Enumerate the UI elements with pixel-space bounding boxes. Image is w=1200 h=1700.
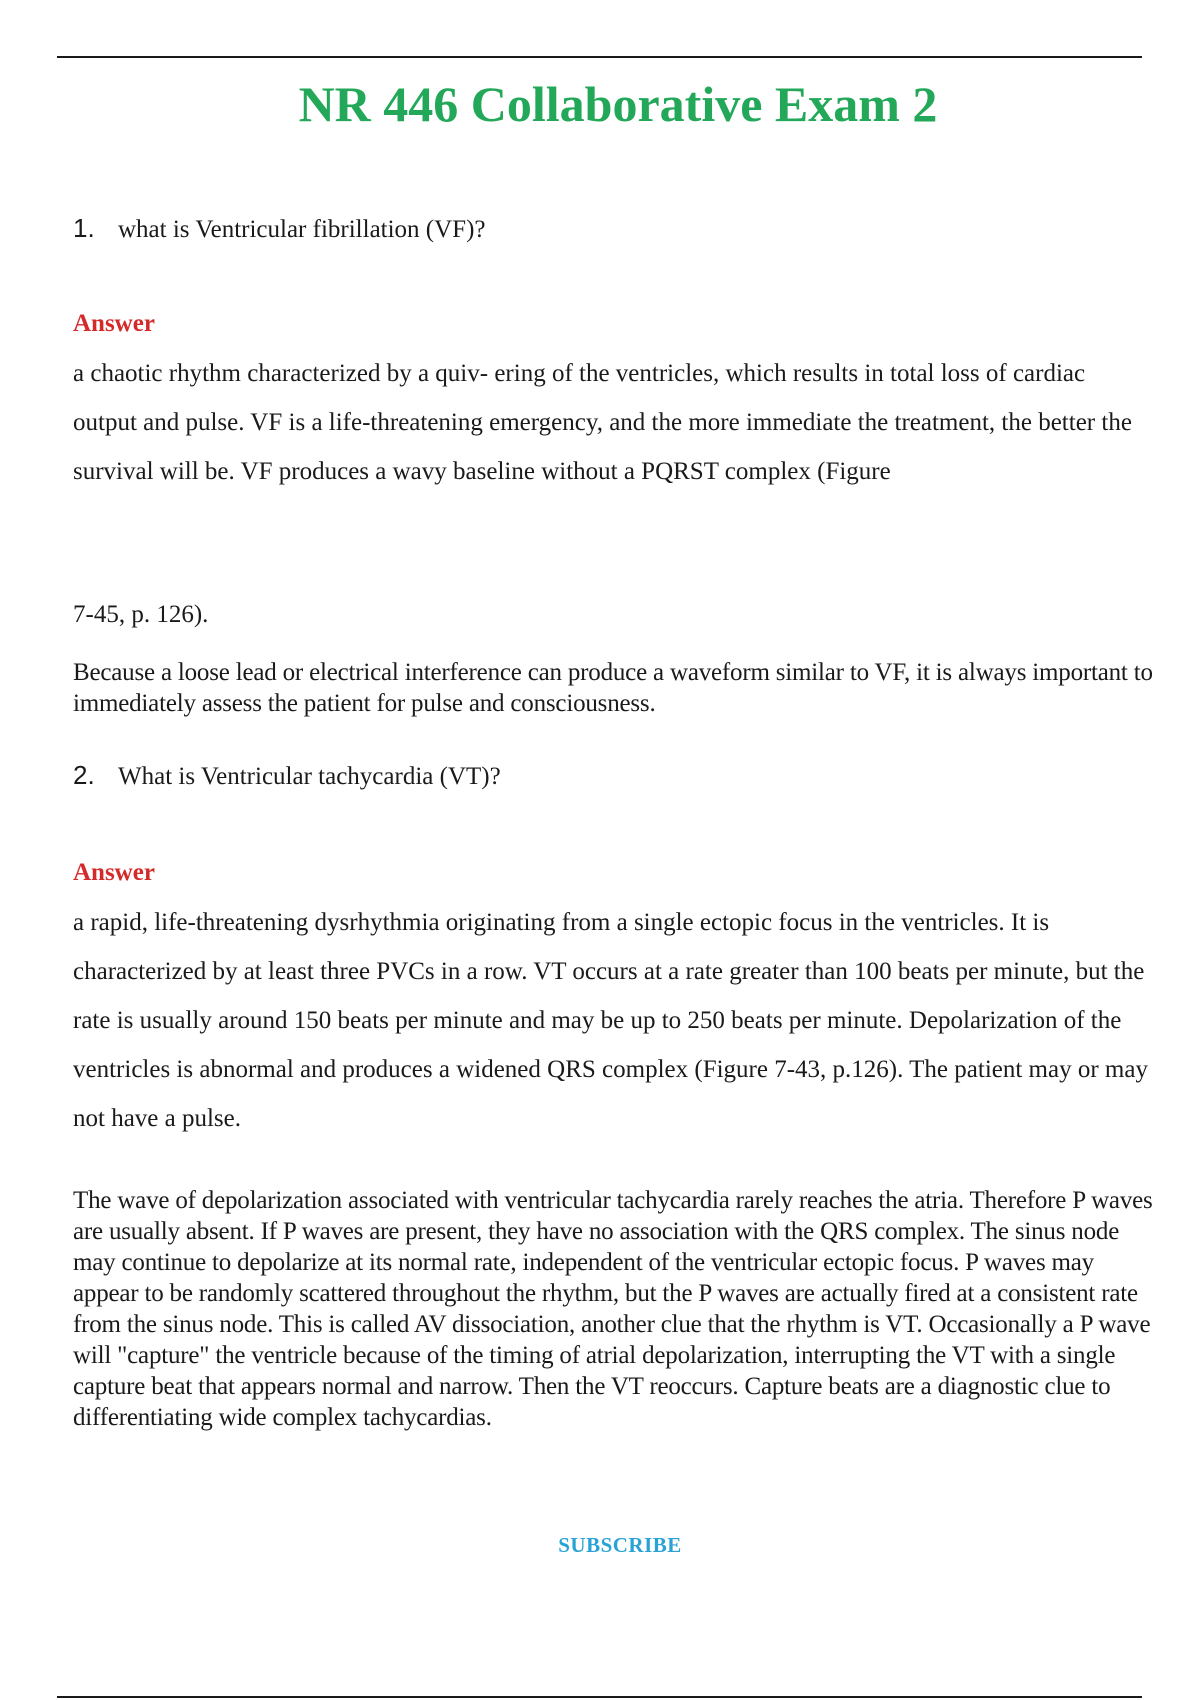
answer-2-note: The wave of depolarization associated with ventricular tachycardia rarely reaches the atria. Therefore P waves are usually absent. If P waves are present, they have no association with the QRS complex. The sinus node may continue to depolarize at its normal rate, independent of the ventricular ectopic focus. P waves may appear to be randomly scattered throughout the rhythm, but the P waves are actually fired at a consistent rate from the sinus node. This is called AV dissociation, another clue that the rhythm is VT. Occasionally a P wave will "capture" the ventricle because of the timing of atrial depolarization, interrupting the VT with a single capture beat that appears normal and narrow. Then the VT reoccurs. Capture beats are a diagnostic clue to differentiating wide complex tachycardias. — [73, 1187, 1153, 1431]
question-2 — [73, 760, 501, 792]
answer-1-note: Because a loose lead or electrical interference can produce a waveform similar to VF, it is always important to immediately assess the patient for pulse and consciousness. — [73, 659, 1153, 717]
answer-1-text: a chaotic rhythm characterized by a quiv- ering of the ventricles, which results in total loss of cardiac output and pulse. VF is a life-threatening emergency, and the more immediate the treatment, the better the survival will be. VF produces a wavy baseline without a PQRST complex (Figure — [73, 360, 1132, 485]
subscribe-link[interactable]: SUBSCRIBE — [558, 1533, 682, 1557]
answer-2-label: Answer — [73, 859, 155, 886]
top-divider — [57, 56, 1142, 58]
answer-1-continued: 7-45, p. 126). — [73, 601, 209, 628]
answer-2-text: a rapid, life-threatening dysrhythmia originating from a single ectopic focus in the ventricles. It is characterized by at least three PVCs in a row. VT occurs at a rate greater than 100 beats per minute, but the rate is usually around 150 beats per minute and may be up to 250 beats per minute. Depolarization of the ventricles is abnormal and produces a widened QRS complex (Figure 7-43, p.126). The patient may or may not have a pulse. — [73, 909, 1148, 1132]
question-1-number: 1. — [73, 213, 95, 243]
question-2-text: What is Ventricular tachycardia (VT)? — [118, 763, 501, 790]
answer-1-label: Answer — [73, 310, 155, 337]
question-2-number: 2. — [73, 760, 95, 790]
question-1 — [73, 213, 486, 245]
question-1-text: what is Ventricular fibrillation (VF)? — [118, 216, 486, 243]
bottom-divider — [57, 1696, 1142, 1698]
document-title: NR 446 Collaborative Exam 2 — [298, 76, 938, 132]
